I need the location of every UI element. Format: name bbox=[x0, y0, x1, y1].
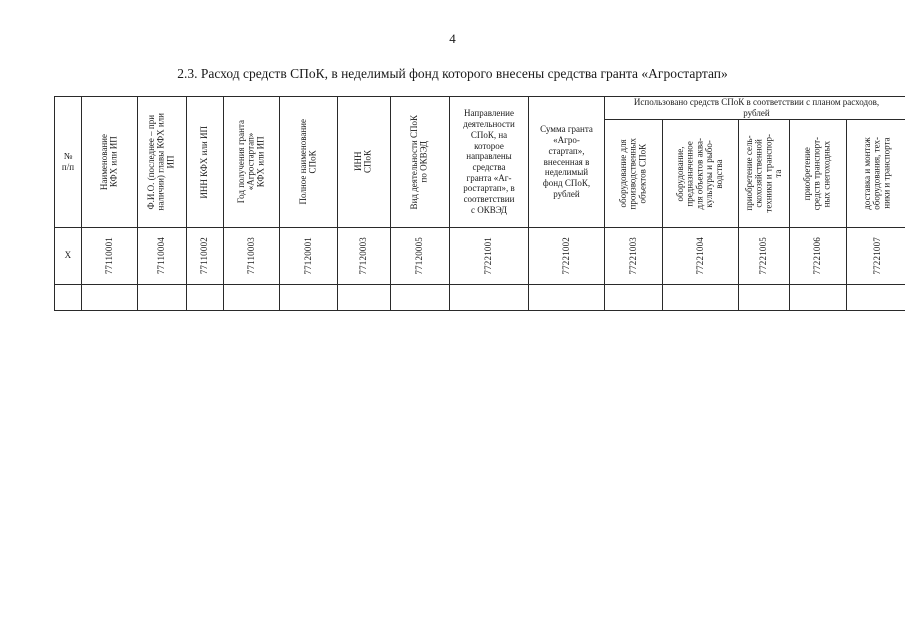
data-cell bbox=[82, 285, 138, 311]
header-activity-direction: Направление деятельности СПоК, на которое направлены средства гранта «Аг- ростартап», в соответствии с ОКВЭД bbox=[450, 97, 529, 228]
code-cell: 77221007 bbox=[847, 228, 905, 285]
header-grant-year: Год получения гранта «Агростартап» КФХ или ИП bbox=[224, 97, 280, 228]
data-cell bbox=[663, 285, 739, 311]
data-cell bbox=[847, 285, 905, 311]
expense-table bbox=[54, 96, 905, 311]
code-cell: 77110004 bbox=[138, 228, 187, 285]
code-cell: 77221006 bbox=[790, 228, 847, 285]
data-cell bbox=[450, 285, 529, 311]
code-row bbox=[55, 228, 905, 285]
data-cell bbox=[739, 285, 790, 311]
header-farm-name: Наименование КФХ или ИП bbox=[82, 97, 138, 228]
header-spok-fullname: Полное наименование СПоК bbox=[280, 97, 338, 228]
header-funds-used-group: Использовано средств СПоК в соответствии с планом расходов, рублей bbox=[605, 97, 905, 120]
data-cell bbox=[224, 285, 280, 311]
code-cell: 77110003 bbox=[224, 228, 280, 285]
header-farm-inn: ИНН КФХ или ИП bbox=[187, 97, 224, 228]
document-title: 2.3. Расход средств СПоК, в неделимый фонд которого внесены средства гранта «Агростартап» bbox=[177, 66, 728, 81]
data-cell bbox=[790, 285, 847, 311]
code-cell: 77120005 bbox=[391, 228, 450, 285]
code-cell: 77221004 bbox=[663, 228, 739, 285]
header-num: № п/п bbox=[55, 97, 82, 228]
header-snowmobile-transport: приобретение средств транспорт- ных снегоходных bbox=[790, 120, 847, 228]
empty-data-row bbox=[55, 285, 905, 311]
data-cell bbox=[605, 285, 663, 311]
header-aquaculture-equipment: оборудование, предназначенное для объектов аква- культуры и рыбо- водства bbox=[663, 120, 739, 228]
code-cell: 77221001 bbox=[450, 228, 529, 285]
code-cell: 77110001 bbox=[82, 228, 138, 285]
code-cell: 77221002 bbox=[529, 228, 605, 285]
data-cell bbox=[391, 285, 450, 311]
header-spok-activity: Вид деятельности СПоК по ОКВЭД bbox=[391, 97, 450, 228]
header-grant-amount: Сумма гранта «Агро- стартап», внесенная в неделимый фонд СПоК, рублей bbox=[529, 97, 605, 228]
code-cell: 77221003 bbox=[605, 228, 663, 285]
data-cell bbox=[280, 285, 338, 311]
data-cell bbox=[187, 285, 224, 311]
code-cell: 77110002 bbox=[187, 228, 224, 285]
data-cell bbox=[55, 285, 82, 311]
code-cell: 77120001 bbox=[280, 228, 338, 285]
page-number: 4 bbox=[449, 31, 456, 46]
code-cell-num: X bbox=[55, 228, 82, 285]
header-agri-machinery: приобретение сель- скохозяйственной техники и транспор- та bbox=[739, 120, 790, 228]
header-spok-inn: ИНН СПоК bbox=[338, 97, 391, 228]
code-cell: 77120003 bbox=[338, 228, 391, 285]
data-cell bbox=[529, 285, 605, 311]
data-cell bbox=[138, 285, 187, 311]
code-cell: 77221005 bbox=[739, 228, 790, 285]
header-production-equipment: оборудование для производственных объектов СПоК bbox=[605, 120, 663, 228]
header-delivery-installation: доставка и монтаж оборудования, тех- ники и транспорта bbox=[847, 120, 905, 228]
data-cell bbox=[338, 285, 391, 311]
header-head-fullname: Ф.И.О. (последнее – при наличии) главы КФХ или ИП bbox=[138, 97, 187, 228]
